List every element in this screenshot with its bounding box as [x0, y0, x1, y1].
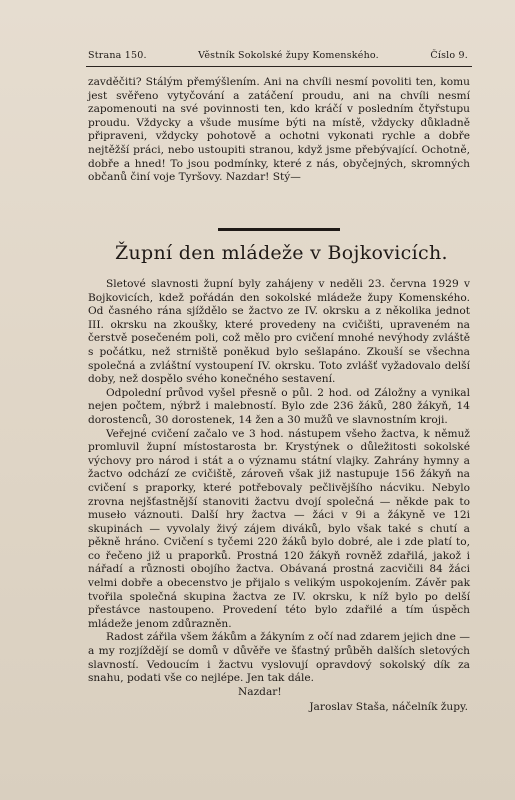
issue-number: Číslo 9.	[430, 50, 468, 61]
article-paragraph: Sletové slavnosti župní byly zahájeny v neděli 23. června 1929 v Bojkovicích, kdež pořádán den sokolské mládeže župy Komenského. Od časného rána sjíždělo se žactvo ze IV. okrsku a z několika jednot III. okrsku na zkoušky, které provedeny na cvičišti, upraveném na čerstvě posečeném poli, což mělo pro cvičení mnohé nevýhody zvláště s počátku, než strniště poněkud bylo sešlapáno. Zkouší se všechna společná a zvláštní vystoupení IV. okrsku. Toto zvlášť vyžadovalo delší doby, než dospělo svého konečného sestavení.	[88, 278, 470, 386]
section-divider	[218, 228, 340, 231]
article-paragraph: Veřejné cvičení začalo ve 3 hod. nástupem všeho žactva, k němuž promluvil župní místostarosta br. Krystýnek o důležitosti sokolské výchovy pro národ i stát a o významu státní vlajky. Zahrány hymny a žactvo odchází ze cvičiště, zároveň však již nastupuje 156 žákyň na cvičení s praporky, které potřebovaly pečlivějšího nácviku. Nebylo zrovna nejšťastnější stanoviti žactvu dvojí společná — někde pak to museło váznouti. Další hry žactva — žáci v 9i a žákyně ve 12i skupinách — vyvolaly živý zájem diváků, bylo však také s chutí a pěkně hráno. Cvičení s tyčemi 220 žáků bylo dobré, ale i zde platí to, co řečeno již u praporků. Prostná 120 žákyň rovněž zdařilá, jakož i nářadí a různosti obojího žactva. Obávaná prostná zacvičili 84 žáci velmi dobře a obecenstvo je přijalo s velikým uspokojením. Závěr pak tvořila společná skupina žactva ze IV. okrsku, k níž bylo po delší přestávce nastoupeno. Provedení této bylo zdařilé a tím úspěch mládeže jenom zdůrazněn.	[88, 427, 470, 630]
continued-article-text	[88, 76, 470, 185]
signature-line	[88, 701, 470, 715]
closing-greeting: Nazdar!	[238, 685, 282, 698]
article-title: Župní den mládeže v Bojkovicích.	[115, 242, 448, 264]
header-rule	[86, 66, 472, 67]
page-number: Strana 150.	[88, 50, 147, 61]
article-paragraph: Odpolední průvod vyšel přesně o půl. 2 hod. od Záložny a vynikal nejen počtem, nýbrž i malebností. Bylo zde 236 žáků, 280 žákyň, 14 dorostenců, 30 dorostenek, 14 žen a 30 mužů ve slavnostním kroji.	[88, 386, 470, 426]
continued-paragraph: zavděčiti? Stálým přemýšlením. Ani na chvíli nesmí povoliti ten, komu jest svěřeno vytyčování a zatáčení proudu, ani na chvíli nesmí zapomenouti na své povinnosti ten, kdo kráčí v posledním čtyřstupu proudu. Vždycky a všude musíme býti na místě, vždycky důkladně připraveni, vždycky pohotově a ochotni vykonati rychle a dobře nejtěžší práci, nebo ustoupiti stranou, když jsme přebývající. Ochotně, dobře a hned! To jsou podmínky, které z nás, obyčejných, skromných občanů činí voje Tyršovy. Nazdar! Stý—	[88, 76, 470, 184]
signature: Jaroslav Staša, náčelník župy.	[309, 701, 468, 714]
article-paragraph: Radost zářila všem žákům a žákyním z očí nad zdarem jejich dne — a my rozjíždějí se domů v důvěře ve šťastný průběh dalších sletových slavností. Vedoucím i žactvu vyslovují opravdový sokolský dík za snahu, podati vše co nejlépe. Jen tak dále.	[88, 631, 470, 685]
journal-title: Věstník Sokolské župy Komenského.	[198, 50, 379, 61]
page-header	[88, 50, 468, 61]
article-body	[88, 278, 470, 715]
